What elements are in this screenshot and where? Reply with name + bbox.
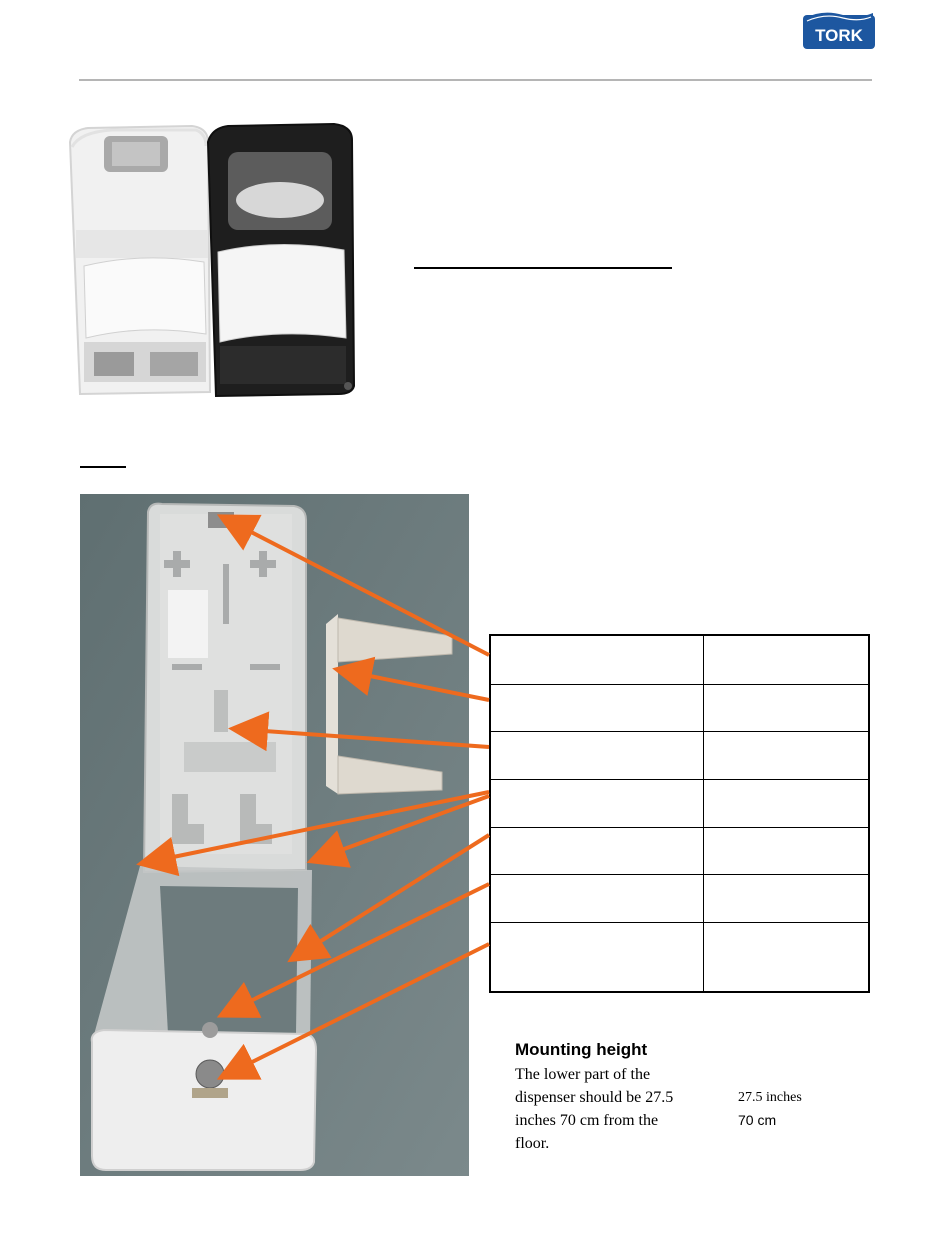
table-row (491, 731, 868, 732)
parts-table (489, 634, 870, 993)
table-row (491, 779, 868, 780)
table-row (491, 922, 868, 923)
mounting-height-inches: 27.5 inches (738, 1090, 802, 1105)
black-dispenser (208, 124, 354, 396)
table-row (491, 874, 868, 875)
open-dispenser-photo (80, 494, 469, 1176)
section-underline (80, 466, 126, 468)
table-column-separator (703, 636, 704, 991)
table-row (491, 827, 868, 828)
back-plate (144, 504, 306, 872)
mounting-height-description: The lower part of the dispenser should be 27.5 inches 70 cm from the floor. (515, 1066, 674, 1152)
header-rule (79, 79, 872, 81)
white-dispenser (70, 126, 210, 394)
table-row (491, 684, 868, 685)
tork-logo (803, 9, 875, 49)
mounting-height-cm: 70 cm (738, 1112, 777, 1128)
dispensers-photo (32, 102, 372, 416)
title-underline (414, 267, 672, 269)
mounting-height-title: Mounting height (515, 1040, 648, 1059)
logo-wordmark: TORK (815, 26, 863, 45)
